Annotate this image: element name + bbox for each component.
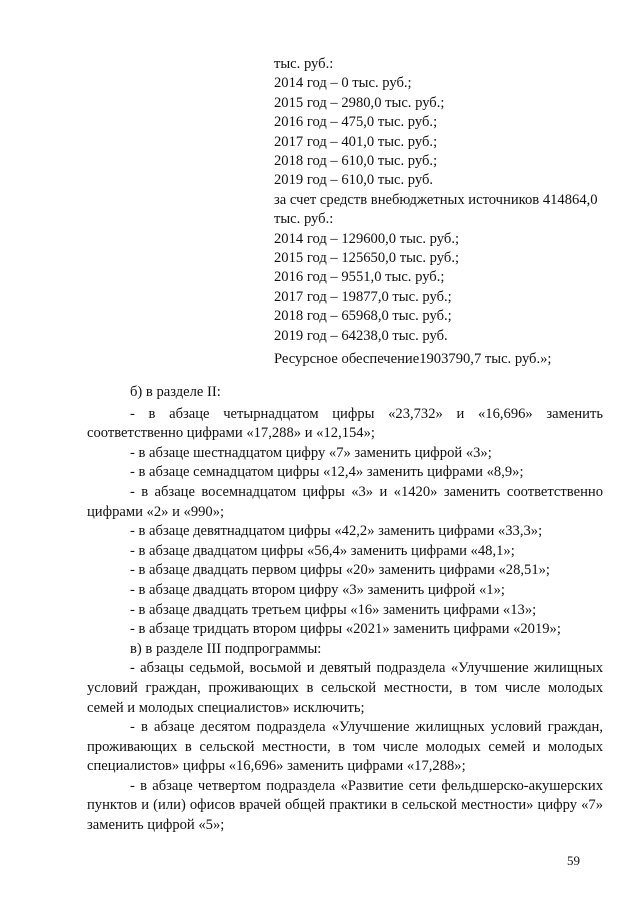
amendment-item: - в абзаце тридцать втором цифры «2021» заменить цифрами «2019»; bbox=[130, 621, 561, 638]
amendment-item: - в абзаце девятнадцатом цифры «42,2» заменить цифрами «33,3»; bbox=[130, 523, 543, 540]
resource-line: тыс. руб.: bbox=[274, 211, 334, 228]
amendment-item: - в абзаце двадцать третьем цифры «16» заменить цифрами «13»; bbox=[130, 601, 537, 618]
resource-line: 2014 год – 0 тыс. руб.; bbox=[274, 75, 412, 92]
resource-line: за счет средств внебюджетных источников 414864,0 bbox=[274, 191, 598, 208]
amendment-item: - в абзаце двадцатом цифры «56,4» заменить цифрами «48,1»; bbox=[130, 542, 515, 559]
amendment-item: - абзацы седьмой, восьмой и девятый подраздела «Улучшение жилищных условий граждан, проживающих в сельской местности, в том числе молодых семей и молодых специалистов» исключить; bbox=[87, 660, 603, 716]
amendment-item: - в абзаце восемнадцатом цифры «3» и «1420» заменить соответственно цифрами «2» и «990»; bbox=[87, 483, 603, 520]
amendment-item: - в абзаце четырнадцатом цифры «23,732» и «16,696» заменить соответственно цифрами «17,288» и «12,154»; bbox=[87, 405, 603, 442]
resource-line: 2017 год – 19877,0 тыс. руб.; bbox=[274, 288, 452, 305]
amendment-item: - в абзаце двадцать втором цифру «3» заменить цифрой «1»; bbox=[130, 581, 505, 598]
section-heading: б) в разделе II: bbox=[130, 384, 221, 400]
resource-line: 2018 год – 610,0 тыс. руб.; bbox=[274, 153, 438, 170]
document-body bbox=[87, 383, 603, 836]
resource-line: 2015 год – 2980,0 тыс. руб.; bbox=[274, 94, 445, 111]
page-number: 59 bbox=[567, 853, 580, 868]
resource-line: 2018 год – 65968,0 тыс. руб.; bbox=[274, 308, 452, 325]
resource-line: 2019 год – 610,0 тыс. руб. bbox=[274, 172, 434, 189]
amendment-item: - в абзаце семнадцатом цифры «12,4» заменить цифрами «8,9»; bbox=[130, 464, 524, 481]
resource-line: 2015 год – 125650,0 тыс. руб.; bbox=[274, 250, 460, 267]
resource-total: Ресурсное обеспечение1903790,7 тыс. руб.»; bbox=[274, 351, 552, 368]
resource-line: тыс. руб.: bbox=[274, 56, 334, 72]
amendment-item: - в абзаце двадцать первом цифры «20» заменить цифрами «28,51»; bbox=[130, 562, 550, 579]
resource-line: 2014 год – 129600,0 тыс. руб.; bbox=[274, 230, 460, 247]
section-heading: в) в разделе III подпрограммы: bbox=[130, 640, 322, 657]
amendment-item: - в абзаце четвертом подраздела «Развитие сети фельдшерско-акушерских пунктов и (или) офисов врачей общей практики в сельской местности» цифру «7» заменить цифрой «5»; bbox=[87, 777, 603, 834]
resource-line: 2016 год – 9551,0 тыс. руб.; bbox=[274, 269, 445, 286]
amendment-item: - в абзаце шестнадцатом цифру «7» заменить цифрой «3»; bbox=[130, 444, 492, 461]
amendment-item: - в абзаце десятом подраздела «Улучшение жилищных условий граждан, проживающих в сельской местности, в том числе молодых семей и молодых специалистов» цифры «16,696» заменить цифрами «17,288»; bbox=[87, 719, 603, 775]
resource-line: 2016 год – 475,0 тыс. руб.; bbox=[274, 114, 438, 131]
resource-line: 2019 год – 64238,0 тыс. руб. bbox=[274, 327, 448, 344]
resource-block bbox=[274, 55, 614, 370]
resource-line: 2017 год – 401,0 тыс. руб.; bbox=[274, 133, 438, 150]
